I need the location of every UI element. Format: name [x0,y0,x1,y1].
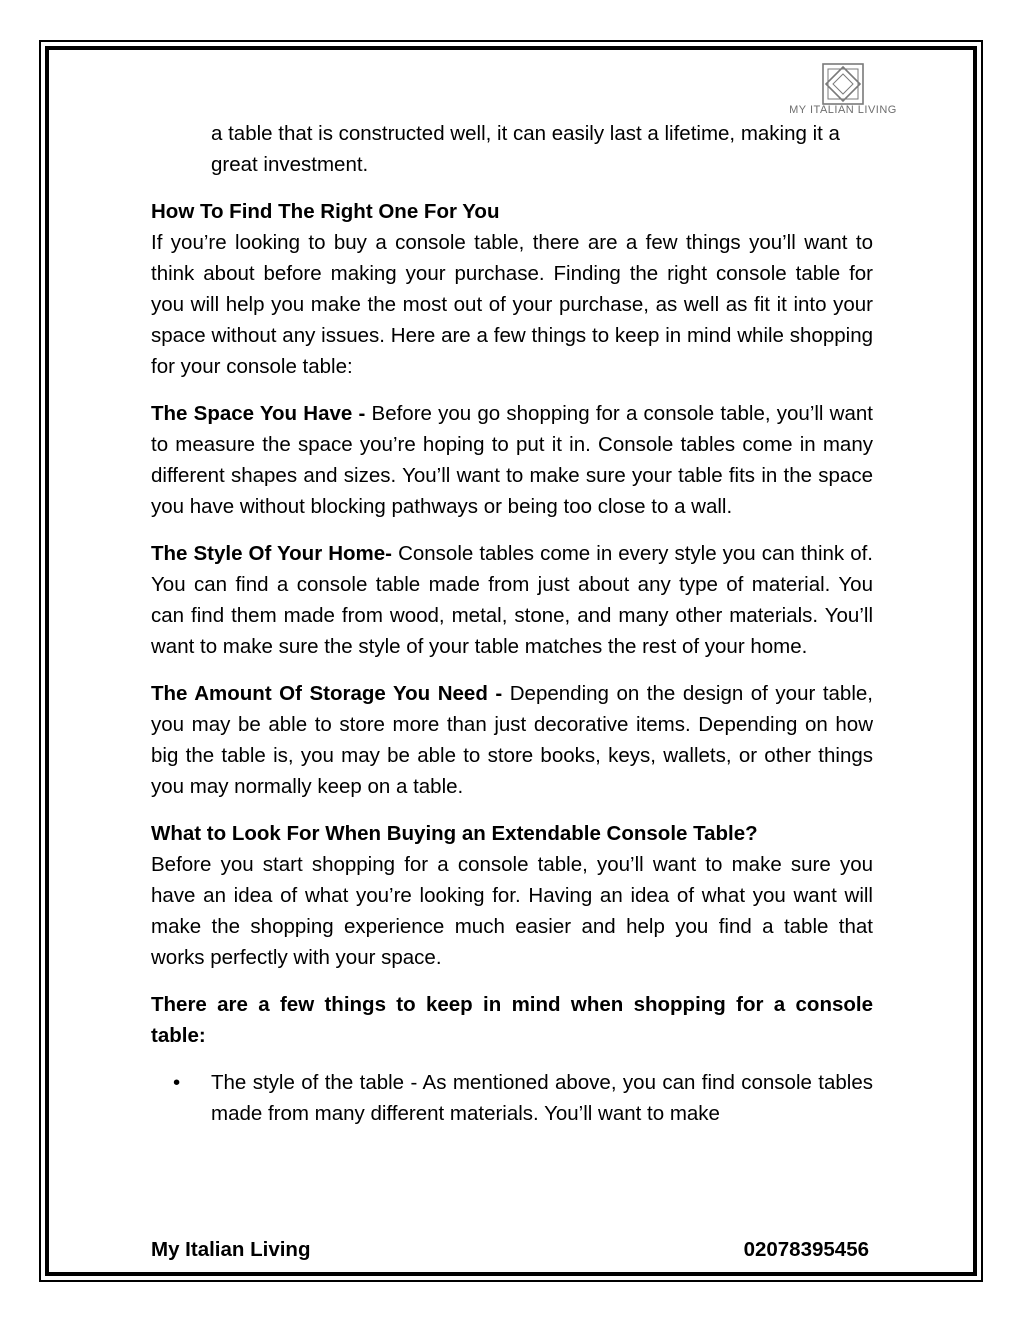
page-footer [151,1238,869,1262]
paragraph-style [151,538,873,662]
section-heading-things-to-keep-in-mind: There are a few things to keep in mind when shopping for a console table: [151,993,873,1047]
section-heading-what-to-look-for: What to Look For When Buying an Extendable Console Table? [151,822,758,845]
brand-logo [780,62,906,122]
footer-company-name: My Italian Living [151,1238,311,1261]
text-space: Before you go shopping for a console table, you’ll want to measure the space you’re hoping to put it in. Console tables come in many different shapes and sizes. You’ll want to make sure your table fits in the space you have without blocking pathways or being too close to a wall. [151,402,873,518]
footer-phone-number: 02078395456 [743,1238,869,1261]
text-storage: Depending on the design of your table, you may be able to store more than just decorative items. Depending on how big the table is, you may be able to store books, keys, wallets, or other things you may normally keep on a table. [151,682,873,798]
logo-text: MY ITALIAN LIVING [789,104,897,116]
section-heading-find-right-one: How To Find The Right One For You [151,200,500,223]
paragraph-storage [151,678,873,802]
section-paragraph-find-right-one: If you’re looking to buy a console table, there are a few things you’ll want to think about before making your purchase. Finding the right console table for you will help you make the most out of your purchase, as well as fit it into your space without any issues. Here are a few things to keep in mind while shopping for your console table: [151,231,873,378]
intro-continuation: a table that is constructed well, it can easily last a lifetime, making it a great investment. [211,122,840,176]
paragraph-space [151,398,873,522]
diamond-square-logo-icon [780,62,906,106]
lead-storage: The Amount Of Storage You Need - [151,682,503,705]
bullet-list [151,1067,873,1129]
bullet-icon: • [173,1071,181,1094]
list-item [173,1067,873,1129]
lead-space: The Space You Have - [151,402,366,425]
lead-style: The Style Of Your Home- [151,542,393,565]
section-paragraph-what-to-look-for: Before you start shopping for a console table, you’ll want to make sure you have an idea of what you’re looking for. Having an idea of what you want will make the shopping experience much easier and help you find a table that works perfectly with your space. [151,853,873,969]
text-style: Console tables come in every style you can think of. You can find a console table made from just about any type of material. You can find them made from wood, metal, stone, and many other materials. You’ll want to make sure the style of your table matches the rest of your home. [151,542,874,658]
list-item-text: The style of the table - As mentioned above, you can find console tables made from many different materials. You’ll want to make [211,1071,873,1125]
document-body [151,118,873,1129]
